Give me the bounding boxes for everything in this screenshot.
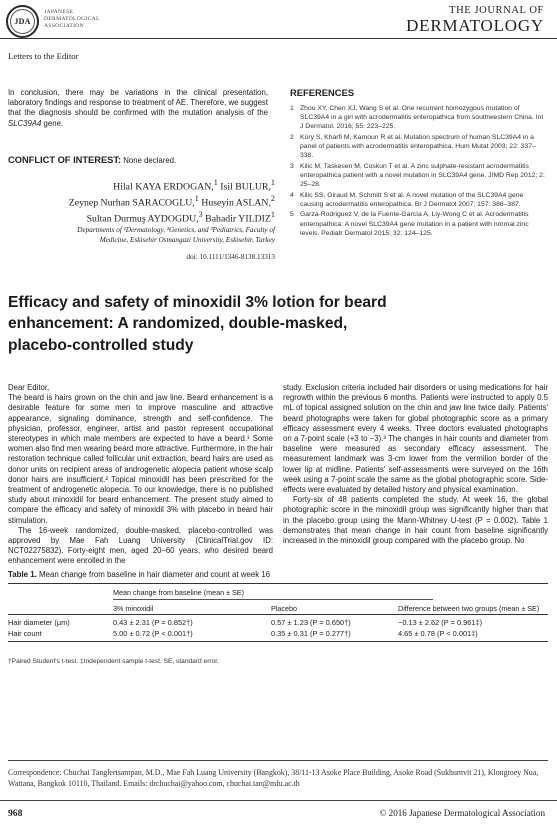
body-paragraph: The 16-week randomized, double-masked, placebo-controlled was approved by Mae Fah Luang University (ClinicalTrial.gov ID: NCT02275832). Forty-eight men, aged 20–60 years, who desired beard enhancement were enrolled in the (8, 525, 273, 566)
journal-title: DERMATOLOGY (406, 16, 544, 35)
author-affil-sup: 2 (270, 194, 275, 204)
reference-item (290, 104, 546, 131)
table-row-label: Hair count (8, 629, 42, 638)
title-line-2: enhancement: A randomized, double-masked, (8, 315, 348, 333)
author-affil-sup: 1 (270, 178, 275, 187)
table-cell: 4.65 ± 0.78 (P < 0.001‡) (398, 629, 478, 638)
copyright: © 2016 Japanese Dermatological Association (379, 808, 545, 818)
affiliation-line-2: Medicine, Eskisehir Osmangazi University, Eskisehir, Turkey (99, 236, 275, 245)
table-cell: 0.35 ± 0.31 (P = 0.277†) (271, 629, 351, 638)
reference-text: Garza-Rodriguez V, de la Fuente-García A, Liy-Wong C et al. Acrodermatitis enteropathica: A novel SLC39A4 gene mutation in a patient with normal zinc levels. Pediatr Dermatol 2015; 32: 124–125. (300, 211, 529, 237)
association-name (44, 9, 164, 30)
gene-name: SLC39A4 (8, 118, 42, 128)
author-name: Bahadir YILDIZ (205, 213, 271, 225)
table-label: Table 1. (8, 570, 37, 579)
journal-title-small: THE JOURNAL OF (449, 5, 544, 16)
affiliation-line-1: Departments of ¹Dermatology, ²Genetics, and ³Pediatrics, Faculty of (77, 226, 275, 234)
reference-text: Küry S, Kharfi M, Kamoun R et al. Mutation spectrum of human SLC39A4 in a panel of patients with acrodermatitis enteropathica. Hum Mutat 2003; 22: 337–338. (300, 133, 536, 160)
body-paragraph: The beard is hairs grown on the chin and jaw line. Beard enhancement is a desirable feature for some men to improve masculine and attractive appearance, signaling dominance, strength and self-confidence. The physician, professor, engineer, artist and pastor represent occupational stereotypes in which male members are expected to have a beard.¹ Some women also find men wearing beard more attractive. Furthermore, in the hair restoration technique called follicular unit extraction, beard hairs are used as donor units on recipient areas of androgenetic alopecia patient whose scalp donor hairs are insufficient.² Topical minoxidil has been prescribed for the treatment of androgenetic alopecia. To our knowledge, there is no published study about minoxidil for beard enhancement. The present study aimed to compare the efficacy and safety of minoxidil 3% with placebo in beard hair stimulation. (8, 393, 273, 525)
author-name: Zeynep Nurhan SARACOGLU, (68, 197, 195, 209)
table-rule-mid (8, 614, 548, 615)
author-name: Huseyin ASLAN, (201, 197, 271, 209)
reference-item (290, 162, 546, 189)
author-name: Isil BULUR, (220, 181, 271, 193)
author-line-1 (30, 177, 275, 193)
conclusion-text: In conclusion, there may be variations in the clinical presentation, laboratory findings and response to treatment of AE. Therefore, we suggest that the diagnosis should be confirmed with the mutation analysis of the (8, 88, 268, 118)
author-name: Sultan Durmuş AYDOGDU, (86, 213, 199, 225)
author-affil-sup: 3 (198, 210, 203, 220)
body-paragraph: study. Exclusion criteria included hair disorders or using medications for hair regrowth within the previous 6 months. Patients were instructed to apply 0.5 mL of topical assigned solution on the chin and jaw line twice daily. Patients' beard photographs were taken for global photographic score as a primary efficacy assessment every 4 weeks. Three doctors evaluated photographs on a 7-point scale (+3 to −3).³ The changes in hair counts and diameter from baseline were measured as secondary efficacy assessment. The measurement landmark was 3-cm lower from the vermilion border of the lower lip at midline. Patients' self-assessments were surveyed on the 16th week using a 7-point scale the same as the global photographic score. Side-effects were evaluated by detailed history and physical examination. (283, 383, 548, 495)
table-header-difference: Difference between two groups (mean ± SE) (398, 604, 540, 613)
reference-text: Kilic SS, Giraud M, Schmitt S et al. A novel mutation of the SLC39A4 gene causing acrodermatitis enteropathica. Br J Dermatol 2007; 157: 386–387. (300, 191, 524, 208)
reference-number: 1 (290, 105, 294, 112)
table-row-label: Hair diameter (μm) (8, 618, 70, 627)
references-heading: REFERENCES (290, 87, 355, 98)
reference-number: 3 (290, 162, 294, 170)
author-list (30, 177, 275, 226)
reference-text: Zhou XY, Chen XJ, Wang S et al. One recurrent homozygous mutation of SLC39A4 in a girl with acrodermatitis enteropathica from southwestern China. Int J Dermatol. 2016; 55: 223–225. (300, 105, 544, 131)
article-column-left (8, 383, 273, 567)
table-caption (8, 570, 270, 579)
table-cell: 0.57 ± 1.23 (P = 0.650†) (271, 618, 351, 627)
article-column-right (283, 383, 548, 546)
author-affil-sup: 1 (213, 178, 218, 187)
reference-number: 2 (290, 133, 294, 141)
author-line-3 (30, 209, 275, 225)
table-caption-text: Mean change from baseline in hair diameter and count at week 16 (36, 570, 271, 579)
author-affil-sup: 1 (270, 210, 275, 220)
author-line-2 (30, 193, 275, 209)
jda-logo: JDA (6, 5, 39, 38)
previous-letter-conclusion (8, 88, 268, 129)
footer-divider (0, 800, 557, 801)
table-cell: 0.43 ± 2.31 (P = 0.852†) (113, 618, 193, 627)
doi: doi: 10.1111/1346-8138.13313 (186, 253, 275, 261)
title-line-3: placebo-controlled study (8, 336, 194, 354)
conflict-of-interest (8, 155, 278, 165)
table-cell: −0.13 ± 2.62 (P = 0.961‡) (398, 618, 483, 627)
table-span-header: Mean change from baseline (mean ± SE) (113, 588, 244, 597)
table-span-rule (113, 599, 433, 600)
article-title (8, 292, 548, 356)
header-divider (0, 38, 557, 39)
author-affiliation (30, 225, 275, 245)
association-line-2: DERMATOLOGICAL (44, 16, 100, 22)
reference-item (290, 191, 546, 209)
conclusion-end: gene. (41, 118, 64, 128)
table-header-minoxidil: 3% minoxidil (113, 604, 154, 613)
title-line-1: Efficacy and safety of minoxidil 3% lotion for beard (8, 294, 387, 311)
author-affil-sup: 1 (194, 194, 199, 204)
correspondence-divider (8, 760, 548, 761)
salutation: Dear Editor, (8, 383, 50, 392)
table-header-placebo: Placebo (271, 604, 297, 613)
section-label: Letters to the Editor (8, 51, 79, 61)
reference-text: Kilic M, Taskesen M, Coskun T et al. A zinc sulphate-resistant acrodermatitis enteropathica patient with a novel mutation in SLC39A4 gene. JIMD Rep 2012; 2: 25–28. (300, 162, 545, 188)
association-line-1: JAPANESE (44, 9, 74, 15)
reference-number: 4 (290, 191, 294, 199)
table-rule-top (8, 583, 548, 584)
table-rule-bottom (8, 641, 548, 642)
correspondence: Correspondence: Chuchai Tanglertsampan, M.D., Mae Fah Luang University (Bangkok), 38/11-13 Asoke Place Building, Asoke Road (Sukhumvit 21), Klongtoey Nua, Wattana, Bangkok 10110, Thailand. Emails: drchuchai@yahoo.com, chuchai.tan@mfu.ac.th (8, 768, 539, 788)
reference-list (290, 104, 546, 239)
author-name: Hilal KAYA ERDOGAN, (113, 181, 214, 193)
reference-item (290, 133, 546, 160)
association-line-3: ASSOCIATION (44, 23, 84, 29)
coi-heading: CONFLICT OF INTEREST: (8, 155, 122, 165)
page-number: 968 (8, 808, 23, 819)
table-cell: 5.00 ± 0.72 (P < 0.001†) (113, 629, 193, 638)
coi-text: None declared. (121, 156, 177, 165)
reference-item (290, 210, 546, 237)
reference-number: 5 (290, 211, 294, 219)
body-paragraph: Forty-six of 48 patients completed the study. At week 16, the global photographic score in the minoxidil group was significantly higher than that in the placebo group using the Mann-Whitney U-test (P = 0.002). Table 1 demonstrates that mean change in hair count from baseline significantly increased in the minoxidil group compared with the placebo group. No (283, 495, 548, 546)
table-footnote: †Paired Student's t-test. ‡Independent sample t-test. SE, standard error. (8, 658, 219, 665)
